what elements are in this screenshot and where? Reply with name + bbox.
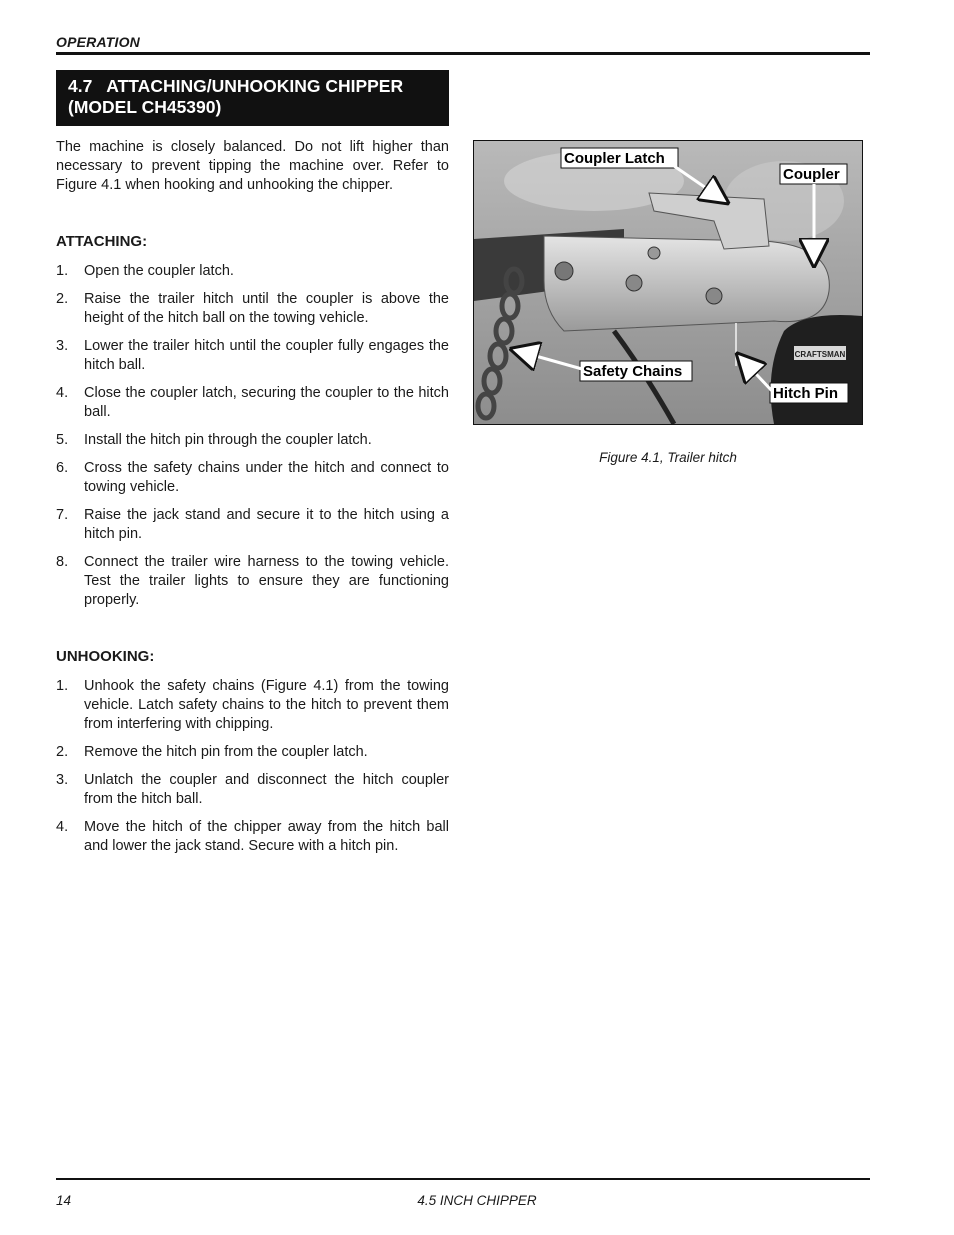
step-text: Close the coupler latch, securing the coupler to the hitch ball. [84, 385, 449, 420]
list-item [56, 506, 449, 544]
step-number: 4. [56, 819, 69, 835]
section-title [56, 70, 449, 126]
attaching-steps [56, 262, 449, 619]
list-item [56, 553, 449, 610]
section-title-line1: 4.7 ATTACHING/UNHOOKING CHIPPER [68, 76, 404, 96]
figure-caption: Figure 4.1, Trailer hitch [599, 450, 737, 465]
step-number: 3. [56, 772, 69, 788]
step-text: Raise the jack stand and secure it to the hitch using a hitch pin. [84, 507, 449, 542]
step-number: 2. [56, 744, 69, 760]
document-title: 4.5 INCH CHIPPER [417, 1193, 537, 1208]
step-text: Open the coupler latch. [84, 263, 234, 279]
list-item [56, 262, 449, 281]
trailer-hitch-photo [474, 141, 862, 424]
step-number: 3. [56, 338, 69, 354]
step-text: Lower the trailer hitch until the coupler fully engages the hitch ball. [84, 338, 449, 373]
list-item [56, 337, 449, 375]
step-text: Cross the safety chains under the hitch and connect to towing vehicle. [84, 460, 449, 495]
list-item [56, 771, 449, 809]
step-number: 1. [56, 263, 69, 279]
label-coupler-latch: Coupler Latch [564, 150, 665, 167]
step-text: Unlatch the coupler and disconnect the hitch coupler from the hitch ball. [84, 772, 449, 807]
list-item [56, 818, 449, 856]
running-header: OPERATION [56, 34, 140, 50]
step-number: 4. [56, 385, 69, 401]
step-number: 7. [56, 507, 69, 523]
step-text: Raise the trailer hitch until the coupler is above the height of the hitch ball on the towing vehicle. [84, 291, 449, 326]
label-coupler: Coupler [783, 166, 840, 183]
label-hitch-pin: Hitch Pin [773, 385, 839, 402]
unhooking-heading: UNHOOKING: [56, 648, 155, 665]
header-rule [56, 52, 870, 55]
list-item [56, 677, 449, 734]
list-item [56, 743, 449, 762]
list-item [56, 290, 449, 328]
page-number: 14 [56, 1193, 72, 1208]
step-text: Install the hitch pin through the coupler latch. [84, 432, 372, 448]
step-text: Unhook the safety chains (Figure 4.1) from the towing vehicle. Latch safety chains to the hitch to prevent them from interfering with chipping. [84, 678, 449, 732]
step-text: Move the hitch of the chipper away from the hitch ball and lower the jack stand. Secure with a hitch pin. [84, 819, 449, 854]
step-number: 8. [56, 554, 69, 570]
trailer-hitch-figure [473, 140, 863, 425]
attaching-heading: ATTACHING: [56, 233, 148, 250]
step-number: 2. [56, 291, 69, 307]
label-safety-chains: Safety Chains [583, 363, 683, 380]
intro-paragraph: The machine is closely balanced. Do not lift higher than necessary to prevent tipping the machine over. Refer to Figure 4.1 when hooking and unhooking the chipper. [56, 139, 449, 193]
step-number: 1. [56, 678, 69, 694]
step-text: Connect the trailer wire harness to the towing vehicle. Test the trailer lights to ensure they are functioning properly. [84, 554, 449, 608]
list-item [56, 384, 449, 422]
unhooking-steps [56, 677, 449, 865]
step-text: Remove the hitch pin from the coupler latch. [84, 744, 368, 760]
step-number: 5. [56, 432, 69, 448]
list-item [56, 431, 449, 450]
section-title-line2: (MODEL CH45390) [68, 97, 222, 117]
footer-rule [56, 1178, 870, 1180]
step-number: 6. [56, 460, 69, 476]
list-item [56, 459, 449, 497]
glove-brand-label: CRAFTSMAN [794, 350, 846, 359]
